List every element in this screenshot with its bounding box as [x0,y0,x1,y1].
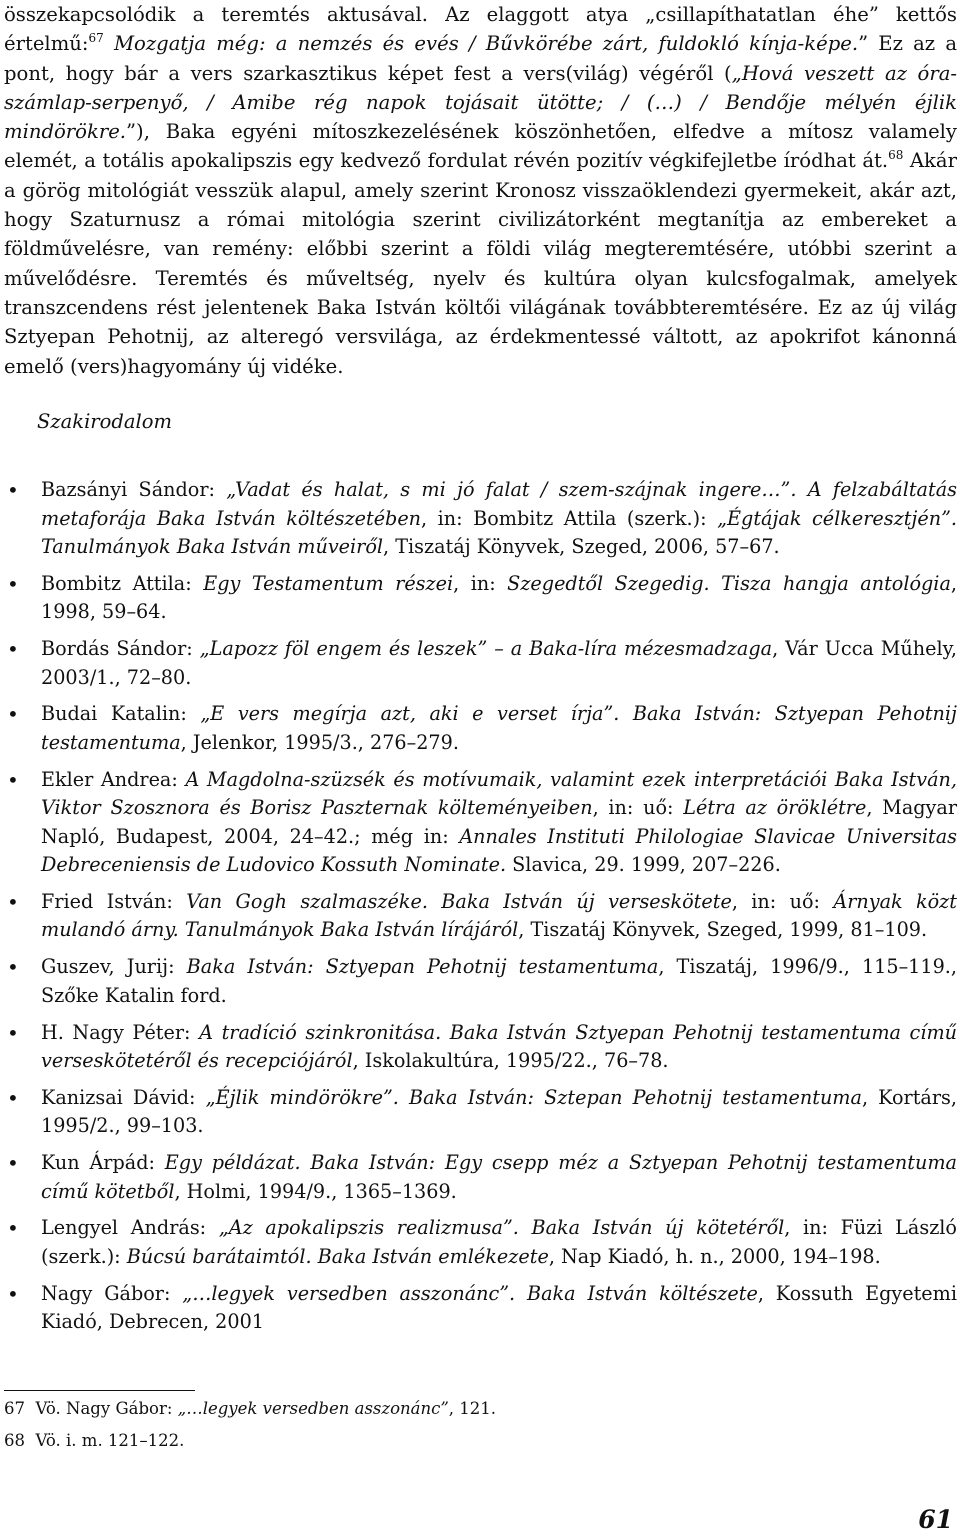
bibliography-text: , Kortárs, 1995/2., 99–103. [41,1085,957,1138]
bibliography-text: Bazsányi Sándor: [41,478,227,501]
bibliography-text: , Tiszatáj Könyvek, Szeged, 2006, 57–67. [383,535,780,558]
bibliography-text: , Tiszatáj Könyvek, Szeged, 1999, 81–109. [518,918,928,942]
bibliography-item [4,1019,957,1076]
bibliography-text: Ekler Andrea: [41,767,186,791]
bibliography-text: , 1998, 59–64. [41,571,957,624]
bibliography-item [4,888,957,945]
bibliography-item [4,953,957,1010]
bibliography-text: Kun Árpád: [41,1151,165,1175]
bibliography-text: , Nap Kiadó, h. n., 2000, 194–198. [548,1244,881,1268]
bibliography-title: „Lapozz föl engem és leszek” – a Baka-líra mézesmadzaga [199,637,773,661]
bibliography-title: A Magdolna-szüzsék és motívumaik, valamint ezek interpretációi Baka István, Viktor Szosznora és Borisz Paszternak költeményeiben [41,767,957,820]
section-title: Szakirodalom [37,410,172,433]
bibliography-item [4,476,957,562]
bibliography-text: Fried István: [41,889,187,913]
footnote-ref-68[interactable]: 68 [888,147,904,162]
footnote-title: „…legyek versedben asszonánc” [177,1399,449,1418]
bibliography-item [4,570,957,627]
footnote-text: Vö. i. m. 121–122. [35,1431,185,1450]
bibliography-item [4,1280,957,1337]
quote-2: „Hová veszett az óra-számlap-serpenyő, / Amibe rég napok tojásait ütötte; / (…) / Bendője mélyén éjlik mindörökre. [4,61,957,144]
footnote-text-end: , 121. [448,1399,497,1418]
body-text-2: ” Ez az a pont, hogy bár a vers szarkasztikus képet fest a vers(világ) végéről ( [4,32,958,85]
bibliography-text: H. Nagy Péter: [41,1020,200,1044]
bibliography-text: Budai Katalin: [41,702,201,726]
bibliography-title: Létra az öröklétre [683,796,867,820]
bibliography-title: „Vadat és halat, s mi jó falat / szem-szájnak ingere…”. A felzabáltatás metaforája Baka István költészetében [41,478,957,530]
bibliography-text: Lengyel András: [41,1216,219,1240]
bibliography-text: , Iskolakultúra, 1995/22., 76–78. [352,1049,669,1073]
footnote-number: 67 [4,1399,25,1418]
bibliography-text: Kanizsai Dávid: [41,1085,206,1109]
bibliography-text: Bombitz Attila: [41,571,204,595]
bibliography-text: , in: Bombitz Attila (szerk.): [421,506,718,530]
bibliography-item [4,1149,957,1206]
bibliography-text: , Magyar Napló, Budapest, 2004, 24–42.; még in: [41,796,957,848]
bibliography-text: , in: uő: [592,796,684,820]
body-paragraph [4,0,957,381]
bibliography-text: , Kossuth Egyetemi Kiadó, Debrecen, 2001 [41,1281,957,1334]
bibliography-title: „Az apokalipszis realizmusa”. Baka István új kötetéről [218,1216,785,1240]
bibliography-title: Annales Instituti Philologiae Slavicae Universitas Debreceniensis de Ludovico Kossuth Nominate. [41,824,958,877]
footnote-number: 68 [4,1431,25,1450]
body-text-3: ”), Baka egyéni mítoszkezelésének köszönhetően, elfedve a mítosz valamely elemét, a totális apokalipszis egy kedvező fordulat révén pozitív végkifejletbe íródhat át. [4,120,957,173]
page-number: 61 [918,1505,953,1534]
bibliography-text: , in: Füzi László (szerk.): [41,1216,957,1268]
bibliography-text: Nagy Gábor: [41,1281,183,1305]
bibliography-title: „Éjlik mindörökre”. Baka István: Sztepan Pehotnij testamentuma [205,1085,862,1109]
bibliography-title: Van Gogh szalmaszéke. Baka István új verseskötete [186,889,732,913]
bibliography-text: , Holmi, 1994/9., 1365–1369. [174,1179,457,1203]
footnote-ref-67[interactable]: 67 [88,30,104,45]
footnote-rule [4,1390,195,1391]
bibliography-title: Búcsú barátaimtól. Baka István emlékezete [126,1244,549,1268]
bibliography-title: A tradíció szinkronitása. Baka István Sztyepan Pehotnij testamentuma című verseskötetéről és recepciójáról [41,1020,957,1073]
bibliography-text: , Tiszatáj, 1996/9., 115–119., Szőke Katalin ford. [41,955,957,1007]
bibliography-title: „…legyek versedben asszonánc”. Baka István költészete [182,1281,758,1305]
bibliography-title: Árnyak közt mulandó árny. Tanulmányok Baka István lírájáról [41,889,957,942]
quote-1: Mozgatja még: a nemzés és evés / Bűvkörébe zárt, fuldokló kínja-képe. [113,32,859,56]
footnote-68 [4,1430,184,1452]
bibliography-item [4,1214,957,1271]
bibliography-text: , Jelenkor, 1995/3., 276–279. [180,730,459,754]
bibliography-item [4,766,957,880]
bibliography-title: „Égtájak célkeresztjén”. Tanulmányok Baka István műveiről [41,506,957,558]
bibliography-text: Slavica, 29. 1999, 207–226. [506,853,781,877]
footnote-67 [4,1398,496,1420]
body-text-1: összekapcsolódik a teremtés aktusával. Az elaggott atya „csillapíthatatlan éhe” kettős értelmű: [4,3,957,56]
bibliography-item [4,700,957,757]
bibliography-list [4,476,957,1345]
bibliography-item [4,635,957,692]
bibliography-item [4,1084,957,1141]
bibliography-title: Egy Testamentum részei [203,571,454,595]
bibliography-title: Szegedtől Szegedig. Tisza hangja antológia [507,571,951,595]
bibliography-text: Guszev, Jurij: [41,955,187,979]
bibliography-text: , in: uő: [731,889,834,913]
body-text-4: Akár a görög mitológiát vesszük alapul, amely szerint Kronosz visszaöklendezi gyermekeit, akár azt, hogy Szaturnusz a római mitológia szerint civilizátorként megtanítja az embereket a földművelésre, van remény: előbbi szerint a földi világ megteremtésére, utóbbi szerint a művelődésre. Teremtés és műveltség, nyelv és kultúra olyan kulcsfogalmak, amelyek transzcendens rést jelentenek Baka István költői világának továbbteremtésére. Ez az új világ Sztyepan Pehotnij, az alteregó versvilága, az érdekmentessé váltott, az apokrifot kánonná emelő (vers)hagyomány új vidéke. [4,149,957,378]
bibliography-title: „E vers megírja azt, aki e verset írja”. Baka István: Sztyepan Pehotnij testamentuma [41,702,957,754]
bibliography-text: Bordás Sándor: [41,637,200,661]
bibliography-title: Egy példázat. Baka István: Egy csepp méz a Sztyepan Pehotnij testamentuma című kötetből [41,1151,957,1203]
bibliography-title: Baka István: Sztyepan Pehotnij testamentuma [186,955,659,979]
footnote-text: Vö. Nagy Gábor: [35,1399,178,1418]
bibliography-text: , in: [453,571,508,595]
bibliography-text: , Vár Ucca Műhely, 2003/1., 72–80. [41,637,957,689]
